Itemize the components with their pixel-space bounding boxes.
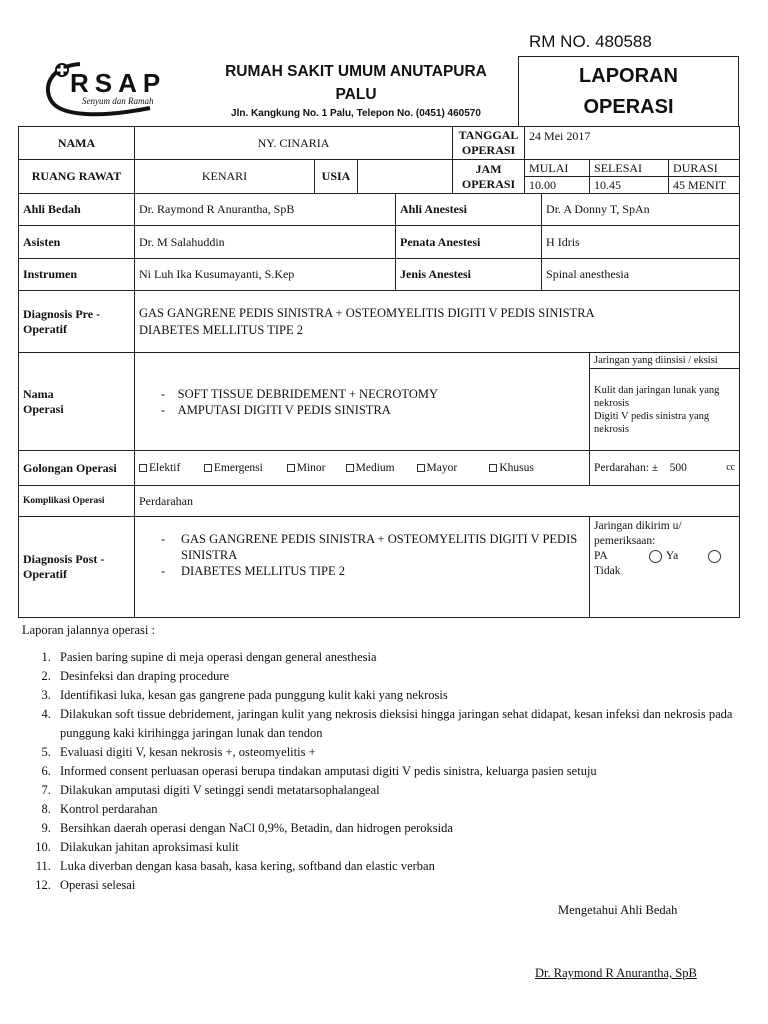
step-item: 10. Dilakukan jahitan aproksimasi kulit xyxy=(54,838,754,857)
nama-value: NY. CINARIA xyxy=(135,127,453,160)
instrumen-value: Ni Luh Ika Kusumayanti, S.Kep xyxy=(135,259,396,291)
minor-checkbox[interactable] xyxy=(287,464,295,472)
khusus-checkbox[interactable] xyxy=(489,464,497,472)
step-item: 4. Dilakukan soft tissue debridement, jaringan kulit yang nekrosis dieksisi hingga jaringan sehat didapat, kesan infeksi dan nekrosis pada punggung kaki kirihingga jaringan lunak dan tendon xyxy=(54,705,754,743)
diagnosis-post-item-1-text: GAS GANGRENE PEDIS SINISTRA + OSTEOMYELITIS DIGITI V PEDIS SINISTRA xyxy=(181,532,578,562)
mengetahui-text: Mengetahui Ahli Bedah xyxy=(558,903,678,917)
minor-label: Minor xyxy=(296,462,326,474)
operasi-item-2-text: AMPUTASI DIGITI V PEDIS SINISTRA xyxy=(177,402,391,417)
ya-radio[interactable] xyxy=(649,550,662,563)
usia-value xyxy=(358,160,453,194)
diagnosis-pre-line2: DIABETES MELLITUS TIPE 2 xyxy=(139,322,303,337)
perdarahan xyxy=(590,451,740,486)
ahli-bedah-value: Dr. Raymond R Anurantha, SpB xyxy=(135,194,396,226)
ahli-anestesi-label: Ahli Anestesi xyxy=(396,194,542,226)
laporan-steps xyxy=(28,648,754,895)
diagnosis-pre-line1: GAS GANGRENE PEDIS SINISTRA + OSTEOMYELITIS DIGITI V PEDIS SINISTRA xyxy=(139,305,595,320)
khusus-label: Khusus xyxy=(499,462,534,474)
golongan-khusus[interactable] xyxy=(489,462,541,474)
penata-value: H Idris xyxy=(542,226,740,259)
nama-operasi-label xyxy=(19,353,135,451)
report-title-line1: LAPORAN xyxy=(579,65,678,87)
golongan-options xyxy=(135,451,590,486)
jaringan-text2: Digiti V pedis sinistra yang nekrosis xyxy=(594,410,710,435)
operasi-item-2: - AMPUTASI DIGITI V PEDIS SINISTRA xyxy=(161,402,391,417)
medium-label: Medium xyxy=(355,462,395,474)
komplikasi-value: Perdarahan xyxy=(135,486,740,517)
diagnosis-pre-label: Diagnosis Pre - Operatif xyxy=(19,291,135,353)
medium-checkbox[interactable] xyxy=(346,464,354,472)
diagnosis-post-label: Diagnosis Post - Operatif xyxy=(19,517,135,618)
pa-options xyxy=(594,549,735,579)
nama-label: NAMA xyxy=(19,127,135,160)
mulai-label: MULAI xyxy=(525,160,590,177)
tanggal-label: TANGGAL OPERASI xyxy=(453,127,525,160)
tanggal-value: 24 Mei 2017 xyxy=(525,127,740,160)
kirim-label: Jaringan dikirim u/ pemeriksaan: xyxy=(594,520,682,547)
operation-form xyxy=(18,126,740,618)
tidak-label: Tidak xyxy=(594,565,621,577)
pa-label: PA xyxy=(594,550,608,562)
jaringan-header: Jaringan yang diinsisi / eksisi xyxy=(590,353,740,369)
selesai-label: SELESAI xyxy=(590,160,669,177)
golongan-label: Golongan Operasi xyxy=(19,451,135,486)
tidak-radio[interactable] xyxy=(708,550,721,563)
hospital-name-line1: RUMAH SAKIT UMUM ANUTAPURA xyxy=(225,63,487,80)
perdarahan-label: Perdarahan: ± xyxy=(594,462,659,474)
ruang-value: KENARI xyxy=(135,160,315,194)
jam-label: JAM OPERASI xyxy=(453,160,525,194)
ya-option[interactable] xyxy=(649,549,705,564)
mayor-checkbox[interactable] xyxy=(417,464,425,472)
penata-label: Penata Anestesi xyxy=(396,226,542,259)
durasi-label: DURASI xyxy=(669,160,740,177)
komplikasi-label: Komplikasi Operasi xyxy=(19,486,135,517)
hospital-address: Jln. Kangkung No. 1 Palu, Telepon No. (0451) 460570 xyxy=(231,108,481,119)
diagnosis-post-item-2: - DIABETES MELLITUS TIPE 2 xyxy=(161,564,345,578)
ahli-bedah-label: Ahli Bedah xyxy=(19,194,135,226)
asisten-value: Dr. M Salahuddin xyxy=(135,226,396,259)
operasi-item-1: - SOFT TISSUE DEBRIDEMENT + NECROTOMY xyxy=(161,386,438,401)
perdarahan-value: 500 xyxy=(669,462,687,474)
usia-label: USIA xyxy=(315,160,358,194)
mulai-value: 10.00 xyxy=(525,177,590,194)
nama-operasi-list xyxy=(135,353,590,451)
diagnosis-post-list xyxy=(135,517,590,618)
jaringan-kirim xyxy=(590,517,740,618)
mayor-label: Mayor xyxy=(426,462,458,474)
diagnosis-post-item-2-text: DIABETES MELLITUS TIPE 2 xyxy=(181,564,345,578)
emergensi-checkbox[interactable] xyxy=(204,464,212,472)
ya-label: Ya xyxy=(665,550,679,562)
logo-tagline: Senyum dan Ramah xyxy=(82,96,154,106)
step-item: 7. Dilakukan amputasi digiti V setinggi sendi metatarsophalangeal xyxy=(54,781,754,800)
elektif-label: Elektif xyxy=(149,462,181,474)
golongan-medium[interactable] xyxy=(346,462,414,474)
hospital-name xyxy=(196,60,516,106)
emergensi-label: Emergensi xyxy=(213,462,263,474)
golongan-mayor[interactable] xyxy=(417,462,487,474)
step-item: 9. Bersihkan daerah operasi dengan NaCl 0,9%, Betadin, dan hidrogen peroksida xyxy=(54,819,754,838)
nama-operasi-label-line1: Nama xyxy=(23,386,54,401)
elektif-checkbox[interactable] xyxy=(139,464,147,472)
operasi-item-1-text: SOFT TISSUE DEBRIDEMENT + NECROTOMY xyxy=(177,386,438,401)
step-item: 1. Pasien baring supine di meja operasi dengan general anesthesia xyxy=(54,648,754,667)
logo-text: RSAP xyxy=(70,68,167,98)
step-item: 2. Desinfeksi dan draping procedure xyxy=(54,667,754,686)
nama-operasi-label-line2: Operasi xyxy=(23,401,64,416)
step-item: 5. Evaluasi digiti V, kesan nekrosis +, osteomyelitis + xyxy=(54,743,754,762)
step-item: 12. Operasi selesai xyxy=(54,876,754,895)
report-title xyxy=(518,56,739,127)
ruang-label: RUANG RAWAT xyxy=(19,160,135,194)
rm-number: RM NO. 480588 xyxy=(529,32,652,51)
selesai-value: 10.45 xyxy=(590,177,669,194)
step-item: 8. Kontrol perdarahan xyxy=(54,800,754,819)
jaringan-text xyxy=(590,369,740,451)
signature-name: Dr. Raymond R Anurantha, SpB xyxy=(535,966,697,980)
jaringan-text1: Kulit dan jaringan lunak yang nekrosis xyxy=(594,384,720,409)
report-title-line2: OPERASI xyxy=(583,96,674,118)
jenis-value: Spinal anesthesia xyxy=(542,259,740,291)
step-item: 6. Informed consent perluasan operasi berupa tindakan amputasi digiti V pedis sinistra, keluarga pasien setuju xyxy=(54,762,754,781)
diagnosis-pre-value xyxy=(135,291,740,353)
step-item: 3. Identifikasi luka, kesan gas gangrene pada punggung kulit kaki yang nekrosis xyxy=(54,686,754,705)
asisten-label: Asisten xyxy=(19,226,135,259)
instrumen-label: Instrumen xyxy=(19,259,135,291)
diagnosis-post-item-1: - GAS GANGRENE PEDIS SINISTRA + OSTEOMYELITIS DIGITI V PEDIS SINISTRA xyxy=(161,531,585,563)
ahli-anestesi-value: Dr. A Donny T, SpAn xyxy=(542,194,740,226)
jenis-label: Jenis Anestesi xyxy=(396,259,542,291)
perdarahan-unit: cc xyxy=(726,462,736,473)
golongan-minor[interactable] xyxy=(287,462,343,474)
step-item: 11. Luka diverban dengan kasa basah, kasa kering, softband dan elastic verban xyxy=(54,857,754,876)
durasi-value: 45 MENIT xyxy=(669,177,740,194)
golongan-emergensi[interactable] xyxy=(204,462,284,474)
laporan-title: Laporan jalannya operasi : xyxy=(22,623,155,637)
golongan-elektif[interactable] xyxy=(139,462,201,474)
hospital-logo xyxy=(40,58,180,122)
hospital-name-line2: PALU xyxy=(335,86,377,103)
